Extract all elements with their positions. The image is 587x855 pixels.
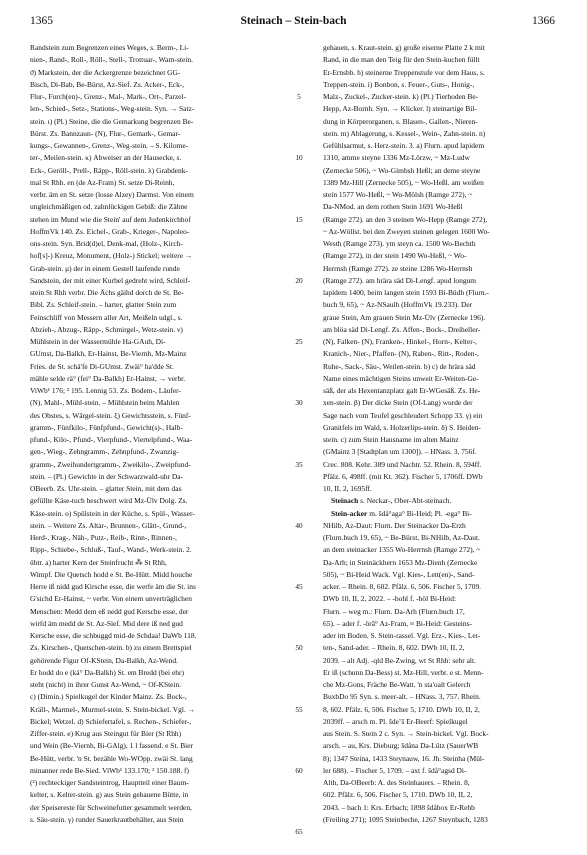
text-line: kelter, s. Kelter-stein. g) aus Stein gebauene Bütte, in bbox=[30, 790, 189, 800]
text-line: arsch. – au, Krs. Dieburg; šdåna Da-Lütz (SauerWB bbox=[323, 741, 479, 751]
text-line: und Wein (Be-Viernh, Bi-GAlg), 1 l fassend. e St. Bier bbox=[30, 741, 194, 751]
text-line: (Ramge 272), in der stein 1490 Wo-Heßl, ~ Wo- bbox=[323, 251, 467, 261]
page-number-right: 1366 bbox=[532, 15, 555, 27]
text-line: 2039. – alt Adj. -qld Be-Zwing, wt St Rhh: sehr alt. bbox=[323, 655, 476, 665]
text-line: Crec. 808. Kehr. 389 und Nachtr. 52. Rhein. 8, 594ff. bbox=[323, 459, 482, 469]
text-line: verbr. äm en St. setze (losse Alzey) Darmst. Von einem bbox=[30, 190, 194, 199]
text-line: Stein-acker m. šdå°aga° Bi-Heid; Pl. -ega° Bi- bbox=[331, 508, 472, 518]
text-line: Ziffer-stein. e) Krug aus Steingut für Bier (St Rhh) bbox=[30, 729, 182, 738]
text-line: Herrnsh (Ramge 272). ze steine 1286 Wo-Herrnsh bbox=[323, 263, 473, 273]
text-line: gen-, Wieg-, Zehngramm-, Zehnpfund-, Zwanzig- bbox=[30, 447, 179, 457]
text-line: 1310, amme steyne 1336 Mz-Lörzw, ~ Mz-Ludw bbox=[323, 153, 470, 163]
text-line: (Ramge 272). an den 3 steinen Wo-Hepp (Ramge 272), bbox=[323, 214, 488, 224]
text-line: mal St Rhh. en (de Az-Fram) St. setze Di-Reinh, bbox=[30, 177, 175, 187]
text-line: gramm-, Fünfkilo-, Fünfpfund-, Gewicht(s)-, Halb- bbox=[30, 422, 183, 432]
text-line: Alth, Da-OBeerb: A. des Steinhauers. – Rhein. 8, bbox=[323, 778, 470, 787]
text-line: Kersche esse, die schbuggd mid-de Schdaa! DaWb 118. bbox=[30, 631, 197, 640]
text-line: Ruhe-, Sack-, Säu-, Weilen-stein. b) c) de hrära säd bbox=[323, 361, 476, 371]
text-line: Er hodd do e (kä° Da-Balkh) St. em Bredd (bei ehr) bbox=[30, 667, 184, 677]
text-line: Kranich-, Nier-, Pfaffen- (N), Raben-, Ritt-, Roden-, bbox=[323, 349, 479, 359]
page-number-left: 1365 bbox=[30, 15, 53, 27]
text-line: (N), Mahl-, Mühl-stein. – Mühlstein beim Mahlen bbox=[30, 398, 180, 408]
line-number: 50 bbox=[295, 643, 303, 653]
text-line: kungs-, Gewannen-, Grenz-, Weg-stein. – S. Kilome- bbox=[30, 141, 189, 150]
text-line: Hepp, Az-Bornh. Syn. → Klicker. l) steinartige Bil- bbox=[323, 104, 477, 114]
text-line: ons-stein. Syn. Brid(d)el, Denk-mal, (Holz-, Kirch- bbox=[30, 239, 183, 248]
text-line: Zs. Kirschen-, Quetschen-stein. b) zu einem Brettspiel bbox=[30, 643, 192, 653]
text-line: 65). – ader f. -örā° Az-Fram, ≈ Bi-Heid: Gesteins- bbox=[323, 618, 472, 628]
text-line: (Flurn.buch 19, 65), ~ Be-Bürst, Bi-NHilb, Az-Daut. bbox=[323, 533, 480, 542]
text-line: stein. – (Pl.) Gewichte in der Schwarzwald-uhr Da- bbox=[30, 471, 184, 481]
text-line: Pfälz. 6, 498ff. (mit Kt. 362). Fischer 5, 1706ff. DWb bbox=[323, 471, 483, 481]
left-column bbox=[30, 42, 270, 826]
text-line: 10, II, 2, 1695ff. bbox=[323, 484, 372, 493]
text-line: xen-stein. β) Der dicke Stein (Of-Lang) wurde der bbox=[323, 398, 473, 408]
text-line: Name eines mächtigen Steins unweit Er-Weiten-Ge- bbox=[323, 373, 479, 383]
text-line: aus Stein. S. Stein 2 c. Syn. → Stein-bickel. Vgl. Bock- bbox=[323, 729, 489, 738]
text-line: Treppen-stein. i) Bonbon, s. Feuer-, Guts-, Honig-, bbox=[323, 79, 475, 89]
text-line: Randstein zum Begrenzen eines Weges, s. Berm-, Li- bbox=[30, 43, 189, 52]
text-line: am blöa säd Di-Lengf. Zs. Affen-, Bock-, Dreiheller- bbox=[323, 324, 481, 334]
text-line: BuxbDo 95 Syn. s. meer-alt. – HNass. 3, 757. Rhein. bbox=[323, 692, 481, 702]
text-line: gehörende Figur Of-KStein, Da-Balkh, Az-Wend. bbox=[30, 655, 178, 665]
text-line: len-, Schied-, Setz-, Stations-, Weg-stein. Syn. → Satz- bbox=[30, 104, 195, 114]
text-line: buch 9, 65), ~ Az-NSaulh (HoffmVk 19.233). Der bbox=[323, 300, 473, 310]
text-line: Abzieh-, Abzug-, Räpp-, Schmirgel-, Wetz-stein. ν) bbox=[30, 324, 183, 334]
text-line: Da-NMod. an dem rothen Stein 1691 Wo-Heßl bbox=[323, 202, 463, 212]
text-line: DWb 10, II, 2, 2022. – -bohl f. -höl Bi-Heid: bbox=[323, 594, 457, 604]
line-number: 5 bbox=[297, 92, 301, 101]
text-line: stein. m) Ablagerung, s. Kessel-, Wein-, Zahn-stein. n) bbox=[323, 128, 486, 138]
text-line: Sandstein, der mit einer Kurbel gedreht wird, Schleif- bbox=[30, 275, 191, 285]
text-line: Bickel; Wetzel. d) Schiefertafel, s. Rechen-, Schiefer-, bbox=[30, 716, 192, 726]
text-line: Menschen: Medd dem eß nedd gud Kersche esse, der bbox=[30, 606, 189, 616]
text-line: ten-, Sand-ader. – Rhein. 8, 602. DWb 10, II, 2, bbox=[323, 643, 465, 653]
text-line: 602. Pfälz. 6, 506. Fischer 5, 1710. DWb 10, II, 2, bbox=[323, 790, 473, 800]
line-number: 30 bbox=[295, 398, 303, 408]
text-line: an dem steinacker 1355 Wo-Herrnsh (Ramge 272), ~ bbox=[323, 545, 481, 555]
text-line: ungleichmäßigen od. zahnlückigen Gebiß: die Zähne bbox=[30, 202, 188, 212]
text-line: ~ Az-Wöllst. bei den Zweyen steinen gelegen 1600 Wo- bbox=[323, 226, 490, 236]
text-line: steht (nicht) in ihrer Gunst Az-Wend, ~ Of-KStein. bbox=[30, 680, 182, 689]
text-line: hof[s]-) Kreuz, Monument, (Holz-) Stickel; weitere → bbox=[30, 251, 193, 261]
text-line: übtr. a) harter Kern der Steinfrucht ⁂ St Rhh, bbox=[30, 557, 167, 567]
text-line: acker. – Rhein. 8, 602. Pfälz. 6, 506. Fischer 5, 1709. bbox=[323, 582, 482, 591]
text-line: HoffmVk 140. Zs. Eichel-, Grab-, Krieger-, Napoleo- bbox=[30, 226, 190, 236]
text-line: (GMainz 3 [Stadtplan um 1300]). – HNass. 3, 756f. bbox=[323, 447, 477, 457]
text-line: Grab-stein. μ) der in einem Gestell laufende runde bbox=[30, 263, 180, 273]
text-line: Bibl. Zs. Schleif-stein. – harter, glatter Stein zum bbox=[30, 300, 177, 310]
line-number: 45 bbox=[295, 582, 303, 591]
text-line: ter-, Meilen-stein. κ) Abweiser an der Hausecke, s. bbox=[30, 153, 182, 163]
text-line: 2039ff. – arsch m. Pl. šdeʽš Er-Beerf: Spielkugel bbox=[323, 716, 468, 726]
line-number: 10 bbox=[295, 153, 303, 163]
text-line: Malz-, Zuckel-, Zucker-stein. k) (Pl.) Tierhoden Be- bbox=[323, 92, 479, 101]
text-line: Mühlstein in der Wassermühle Ha-GAuh, Di- bbox=[30, 337, 166, 346]
text-line: Sage nach vom Teufel geschleudert Schopp 33. γ) ein bbox=[323, 410, 483, 420]
text-line: Feinschliff von Messern aller Art, Meißeln udgl., s. bbox=[30, 312, 183, 322]
text-line: s. Säu-stein. γ) runder Sauerkrautbehälter, aus Stein bbox=[30, 814, 184, 824]
text-line: Da-Arh; in Steinäckhern 1653 Mz-Dienh (Zernecke bbox=[323, 557, 478, 567]
text-line: gramm-, Zweihundertgramm-, Zweikilo-, Zweipfund- bbox=[30, 459, 191, 469]
line-number: 20 bbox=[295, 275, 303, 285]
text-line: der Speisereste für Schweinefutter gesammelt werden, bbox=[30, 802, 192, 812]
text-line: (Freiling 271); 1095 Steinbeche, 1267 Steynbach, 1283 bbox=[323, 814, 488, 824]
text-line: nien-, Rand-, Roll-, Röll-, Stell-, Trottuar-, Warn-stein. bbox=[30, 55, 193, 65]
text-line: ader im Boden. S. Stein-rassel. Vgl. Erz-, Kies-, Let- bbox=[323, 631, 481, 640]
text-line: (Zernecke 506), ~ Wo-Gimbsh Heßl; an deme steyne bbox=[323, 165, 481, 175]
text-line: ViWb¹ 176; ² 195. Lennig 53. Zs. Bodem-, Läufer- bbox=[30, 386, 181, 395]
text-line: des Obstes, s. Wärgel-stein. ξ) Gewichtsstein, s. Fünf- bbox=[30, 410, 191, 420]
text-line: minanner rede Be-Sied. ViWb¹ 133.170; ² 150.188. f) bbox=[30, 765, 189, 775]
text-line: Gefühlsarmut, s. Herz-stein. 3. a) Flurn. apud lapidem bbox=[323, 141, 485, 150]
text-line: Steinach s. Neckar-, Ober-Abt-steinach. bbox=[331, 496, 452, 506]
text-line: stein. c) zum Stein Hausname im alten Mainz bbox=[323, 435, 459, 444]
text-line: stein. ι) (Pl.) Steine, die die Gemarkung begrenzen Be- bbox=[30, 116, 194, 126]
text-line: Herd-, Krag-, Näh-, Putz-, Reib-, Rinn-, Rinnen-, bbox=[30, 533, 177, 542]
text-line: OBeerb. Zs. Uhr-stein. – glatter Stein, mit dem das bbox=[30, 484, 182, 493]
text-line: Bürst. Zs. Bannzaun- (N), Flur-, Gemark-, Gemar- bbox=[30, 128, 181, 138]
text-line: gefüllte Käse-tuch beschwert wird Mz-Ülv Dolg. Zs. bbox=[30, 496, 188, 506]
text-line: Er-Ernsbb. h) steinerne Treppenstufe vor dem Haus, s. bbox=[323, 67, 485, 77]
text-line: (N), Falken- (N), Franken-, Hinkel-, Horn-, Kelter-, bbox=[323, 337, 477, 346]
text-line: wirfd äm medd de St. Az-Sief. Mid dere iß ned gud bbox=[30, 618, 183, 628]
text-line: Bisch, Di-Bab, Be-Bürst, Az-Sief. Zs. Acker-, Eck-, bbox=[30, 79, 185, 89]
text-line: graue Stein, Am grauen Stein Mz-Ülv (Zernecke 196). bbox=[323, 312, 486, 322]
text-line: Flurn. – weg m.: Flurn. Da-Arh (Flurn.buch 17, bbox=[323, 606, 465, 616]
text-line: Fries. de St. schä'fe Di-GUmst. Zwäi° ha'dde St. bbox=[30, 361, 174, 371]
right-column bbox=[323, 42, 563, 826]
headword: Steinach bbox=[331, 496, 359, 506]
text-line: Eck-, Geröll-, Prell-, Räpp-, Röll-stein. λ) Grabdenk- bbox=[30, 165, 188, 175]
text-line: stehen im Mund wie die Stein' auf dem Judenkirchhof bbox=[30, 214, 191, 224]
text-line: Granitfels im Wald, s. Holzerlips-stein. δ) S. Heiden- bbox=[323, 422, 481, 432]
text-line: ler 688). – Fischer 5, 1709. – axt f. šdå°agsd Di- bbox=[323, 765, 467, 775]
text-line: 2043. – bach 1: Krs. Erbach; 1898 šdåbox Er-Rehb bbox=[323, 802, 475, 812]
text-line: stein St Rhh verbr. Die Ächs gäihd dorch de St. Be- bbox=[30, 288, 184, 297]
text-line: ϑ) Markstein, der die Ackergrenze bezeichnet GG- bbox=[30, 67, 181, 77]
text-line: c) (Dimin.) Spielkugel der Kinder Mainz. Zs. Bock-, bbox=[30, 692, 187, 702]
text-line: Be-Hütt, verbr. 'n St. bezähle Wo-WOpp. zwäi St. lang bbox=[30, 753, 193, 763]
text-line: G'sichd Er-Hainst, ~ verbr. Von einem unverträglichen bbox=[30, 594, 192, 604]
text-line: säß, der als Hexentanzplatz galt Er-WGesäß. Zs. He- bbox=[323, 386, 481, 395]
text-line: mähle selde rä° (fei° Da-Balkh) Er-Hainst, → verbr. bbox=[30, 373, 186, 383]
line-number: 65 bbox=[295, 827, 303, 836]
text-line: Wimpf. Die Quetsch hodd e St. Be-Hütt. Midd houche bbox=[30, 569, 193, 579]
text-line: Ripp-, Schiebe-, Schluß-, Tauf-, Wand-, Werk-stein. 2. bbox=[30, 545, 192, 555]
headword: Stein-acker bbox=[331, 508, 368, 518]
line-number: 60 bbox=[295, 765, 303, 775]
text-line: dung in Körperorganen, s. Blasen-, Gallen-, Nieren- bbox=[323, 116, 478, 126]
text-line: Westh (Ramge 273). ym steyn ca. 1500 Wo-Bechth bbox=[323, 239, 476, 248]
text-line: pfund-, Kilo-, Pfund-, Vierpfund-, Viertelpfund-, Waa- bbox=[30, 435, 193, 444]
text-line: 8); 1347 Steina, 1433 Steynauw, 16. Jh. Steinha (Mül- bbox=[323, 753, 485, 763]
line-number: 55 bbox=[295, 704, 303, 714]
text-line: Kräll-, Marmel-, Murmel-stein. S. Stein-bickel. Vgl. → bbox=[30, 704, 196, 714]
text-line: Flur-, Furch(en)-, Grenz-, Mal-, Mark-, Ort-, Parzel- bbox=[30, 92, 186, 101]
text-line: stein. – Weitere Zs. Altar-, Brunnen-, Glätt-, Grund-, bbox=[30, 520, 187, 530]
text-line: GUmst, Da-Balkh, Er-Hainst, Be-Viernh, Mz-Mainz bbox=[30, 349, 187, 359]
text-line: 8, 602. Pfälz. 6, 506. Fischer 5, 1710. DWb 10, II, 2, bbox=[323, 704, 480, 714]
line-number: 15 bbox=[295, 214, 303, 224]
text-line: stein 1577 Wo-Heßl, ~ Wo-Mölsh (Ramge 272), ~ bbox=[323, 190, 473, 199]
running-head: Steinach – Stein-bach bbox=[240, 15, 347, 27]
text-line: Rand, in die man den Teig für den Stein-kuchen füllt bbox=[323, 55, 480, 65]
text-line: gehauen, s. Kraut-stein. g) große eiserne Platte 2 k mit bbox=[323, 43, 485, 52]
text-line: Käse-stein. ο) Spülstein in der Küche, s. Spül-, Wasser- bbox=[30, 508, 195, 518]
text-line: (Ramge 272). am hrära säd Di-Lengf. apud longum bbox=[323, 275, 477, 285]
text-line: (²) rechteckiger Sandsteintrog, Hauptteil einer Baum- bbox=[30, 778, 189, 787]
line-number: 40 bbox=[295, 520, 303, 530]
text-line: lapidem 1400, beim langen stein 1593 Bi-Büdh (Flurn.- bbox=[323, 288, 489, 297]
text-line: Herre iß nidd gud Kirsche esse, die werfe äm die St. ins bbox=[30, 582, 196, 591]
text-line: Er iß (schunn Da-Bess) st. Mz-Hill, verbr. e st. Menn- bbox=[323, 667, 484, 677]
line-number: 35 bbox=[295, 459, 303, 469]
text-line: NHilb, Az-Daut: Flurn. Der Steinacker Da-Erzh bbox=[323, 520, 466, 530]
text-line: 1389 Mz-Hill (Zernecke 505), ~ Wo-Heßl. am weißen bbox=[323, 177, 484, 187]
text-line: 505), ~ Bi-Heid Wack. Vgl. Kies-, Lett(en)-, Sand- bbox=[323, 569, 475, 579]
line-number: 25 bbox=[295, 337, 303, 346]
text-line: che Mz-Gons, Fräche Be-Watt. 'n sta'oalt Gelerch bbox=[323, 680, 471, 689]
